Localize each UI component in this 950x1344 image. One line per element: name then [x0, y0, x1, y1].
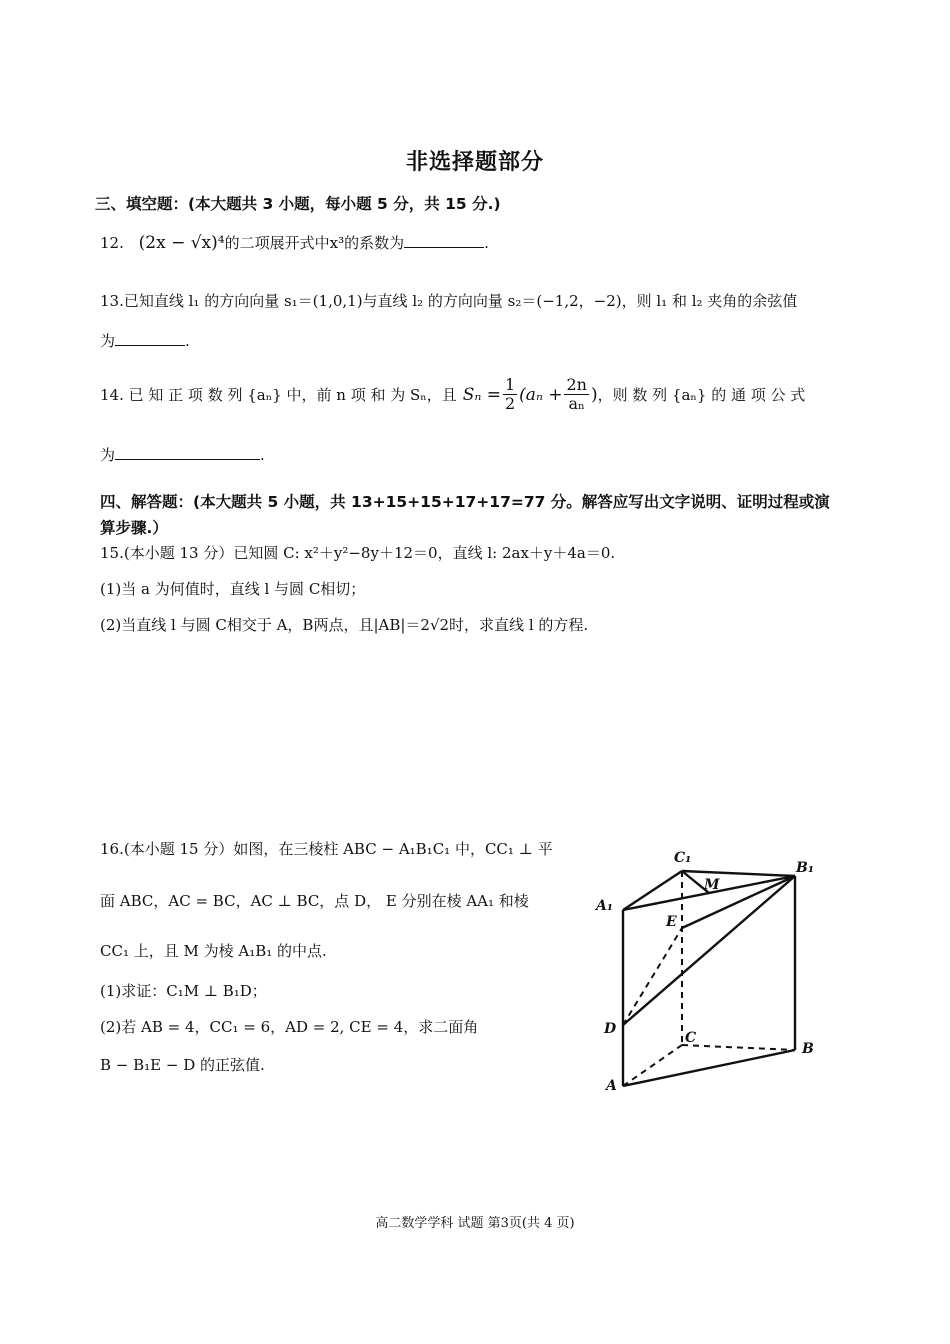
edge-C-B-hidden [682, 1045, 795, 1050]
q14-text-a: 14. 已 知 正 项 数 列 {aₙ} 中，前 n 项 和 为 Sₙ，且 [100, 386, 457, 404]
part4-heading-line1: 四、解答题：(本大题共 5 小题，共 13+15+15+17+17=77 分。解答应写出文字说明、证明过程或演 [100, 493, 830, 511]
question-12 [100, 232, 489, 253]
q13-end: . [185, 332, 190, 350]
q14-mid: (aₙ + [519, 384, 563, 405]
segment-D-E-hidden [623, 928, 682, 1025]
label-A: A [606, 1078, 617, 1094]
part4-heading-line2: 算步骤.） [100, 519, 168, 537]
section-title: 非选择题部分 [405, 150, 544, 175]
q14-end: . [260, 446, 265, 464]
q14-blank [115, 445, 260, 460]
q12-text: 的二项展开式中x³的系数为 [224, 234, 405, 252]
label-A1: A₁ [596, 898, 613, 914]
q13-blank [115, 331, 185, 346]
q13-prefix: 为 [100, 332, 116, 350]
question-15-part1: (1)当 a 为何值时，直线 l 与圆 C相切； [100, 580, 366, 598]
question-15-part2: (2)当直线 l 与圆 C相交于 A，B两点，且|AB|＝2√2时，求直线 l 的方程. [100, 616, 589, 634]
question-15-intro: 15.(本小题 13 分）已知圆 C: x²＋y²−8y＋12＝0，直线 l: 2ax＋y＋4a＝0. [100, 544, 616, 562]
question-16-part2: (2)若 AB = 4，CC₁ = 6，AD = 2, CE = 4，求二面角 [100, 1018, 479, 1036]
q14-formula-lhs: Sₙ = [462, 384, 501, 405]
q14-fraction-half [503, 376, 517, 413]
page-footer: 高二数学学科 试题 第3页(共 4 页) [375, 1216, 575, 1231]
q14-close: ) [590, 384, 598, 405]
q12-blank [404, 233, 484, 248]
label-D: D [604, 1021, 617, 1037]
label-M: M [704, 877, 720, 893]
part3-heading: 三、填空题：(本大题共 3 小题，每小题 5 分，共 15 分.) [95, 195, 501, 213]
question-16-line2: 面 ABC，AC = BC，AC ⊥ BC，点 D， E 分别在棱 AA₁ 和棱 [100, 892, 529, 910]
label-B1: B₁ [796, 860, 814, 876]
label-E: E [666, 914, 677, 930]
q14-fraction-2n [564, 376, 588, 413]
q14-prefix: 为 [100, 446, 116, 464]
label-C: C [685, 1030, 697, 1046]
q12-end: . [484, 234, 489, 252]
question-16-part2-cont: B − B₁E − D 的正弦值. [100, 1056, 265, 1074]
prism-figure [590, 840, 830, 1100]
question-14-line2 [100, 444, 265, 465]
q12-expression: (2x − √x)⁴ [138, 233, 225, 253]
label-C1: C₁ [674, 850, 692, 866]
q14-frac2-den: aₙ [568, 394, 585, 413]
q14-frac2-num: 2n [566, 375, 587, 394]
question-14-line1 [100, 376, 805, 413]
question-13-line1: 13.已知直线 l₁ 的方向向量 s₁＝(1,0,1)与直线 l₂ 的方向向量 s₂＝(−1,2，−2)，则 l₁ 和 l₂ 夹角的余弦值 [100, 292, 798, 310]
q14-text-b: ，则 数 列 {aₙ} 的 通 项 公 式 [597, 386, 806, 404]
edge-A-B [623, 1050, 795, 1086]
segment-B1-D [623, 876, 795, 1025]
q14-frac1-den: 2 [504, 394, 516, 413]
edge-C1-B1 [682, 871, 795, 876]
question-16-line3: CC₁ 上，且 M 为棱 A₁B₁ 的中点. [100, 942, 327, 960]
q14-frac1-num: 1 [504, 375, 516, 394]
q12-number: 12. [100, 234, 124, 252]
question-16-line1: 16.(本小题 15 分）如图，在三棱柱 ABC − A₁B₁C₁ 中，CC₁ ⊥ 平 [100, 840, 553, 858]
label-B: B [802, 1041, 814, 1057]
question-13-line2 [100, 330, 190, 351]
question-16-part1: (1)求证：C₁M ⊥ B₁D； [100, 982, 267, 1000]
